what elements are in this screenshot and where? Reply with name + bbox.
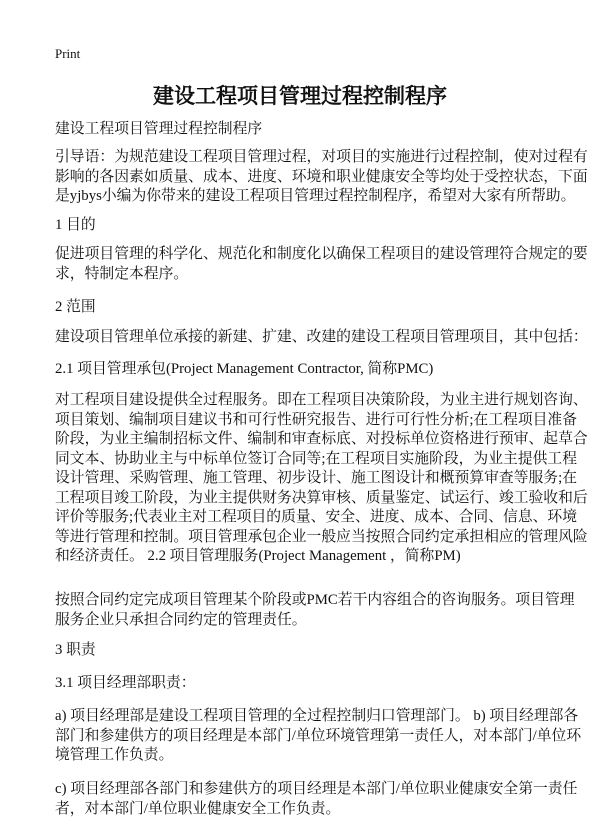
text-line: 引导语：为规范建设工程项目管理过程，对项目的实施进行过程控制，使对过程有 (55, 149, 588, 165)
text-line: 影响的各因素如质量、成本、进度、环境和职业健康安全等均处于受控状态，下面 (55, 168, 588, 185)
text-line: 工程项目竣工阶段，为业主提供财务决算审核、质量鉴定、试运行、竣工验收和后 (55, 489, 588, 506)
section-1-heading: 1 目的 (55, 217, 96, 233)
text-line: 服务企业只承担合同约定的管理责任。 (55, 611, 307, 628)
text-line: 境管理工作负责。 (55, 747, 174, 763)
print-link[interactable]: Print (55, 46, 81, 61)
text-line: 项目策划、编制项目建议书和可行性研究报告、进行可行性分析;在工程项目准备 (55, 411, 578, 428)
section-3-1-items-ab (55, 707, 581, 766)
text-line: 者，对本部门/单位职业健康安全工作负责。 (55, 800, 341, 817)
text-line: 同文本、协助业主与中标单位签订合同等;在工程项目实施阶段，为业主提供工程 (55, 450, 578, 467)
section-3-heading: 3 职责 (55, 642, 96, 658)
section-2-1-heading: 2.1 项目管理承包(Project Management Contractor, 简称PMC) (55, 361, 434, 377)
text-line: a) 项目经理部是建设工程项目管理的全过程控制归口管理部门。 b) 项目经理部各 (55, 708, 579, 724)
text-line: c) 项目经理部各部门和参建供方的项目经理是本部门/单位职业健康安全第一责任 (55, 781, 578, 797)
text-line: 促进项目管理的科学化、规范化和制度化以确保工程项目的建设管理符合规定的要 (55, 246, 588, 262)
intro-paragraph (55, 148, 588, 207)
text-line: 等进行管理和控制。项目管理承包企业一般应当按照合同约定承担相应的管理风险 (55, 528, 588, 545)
text-line: 求，特制定本程序。 (55, 265, 189, 282)
section-3-1-item-c (55, 780, 577, 819)
section-3-1-heading: 3.1 项目经理部职责： (55, 675, 196, 691)
text-line: 设计管理、采购管理、施工管理、初步设计、施工图设计和概预算审查等服务;在 (55, 470, 578, 486)
section-2-heading: 2 范围 (55, 299, 96, 315)
text-line: 和经济责任。 2.2 项目管理服务(Project Management ，简称PM) (55, 548, 461, 564)
text-line: 评价等服务;代表业主对工程项目的质量、安全、进度、成本、合同、信息、环境 (55, 509, 578, 525)
text-line: 按照合同约定完成项目管理某个阶段或PMC若干内容组合的咨询服务。项目管理 (55, 592, 575, 608)
subtitle: 建设工程项目管理过程控制程序 (55, 121, 263, 137)
section-2-2-body (55, 591, 575, 630)
text-line: 部门和参建供方的项目经理是本部门/单位环境管理第一责任人，对本部门/单位环 (55, 727, 582, 744)
text-line: 是yjbys小编为你带来的建设工程项目管理过程控制程序，希望对大家有所帮助。 (55, 188, 576, 204)
text-line: 对工程项目建设提供全过程服务。即在工程项目决策阶段，为业主进行规划咨询、 (55, 392, 588, 408)
text-line: 阶段，为业主编制招标文件、编制和审查标底、对投标单位资格进行预审、起草合 (55, 431, 588, 447)
section-1-body (55, 245, 588, 284)
section-2-1-body (55, 391, 588, 567)
section-2-body: 建设项目管理单位承接的新建、扩建、改建的建设工程项目管理项目，其中包括： (55, 329, 588, 345)
page-title: 建设工程项目管理过程控制程序 (153, 84, 447, 108)
